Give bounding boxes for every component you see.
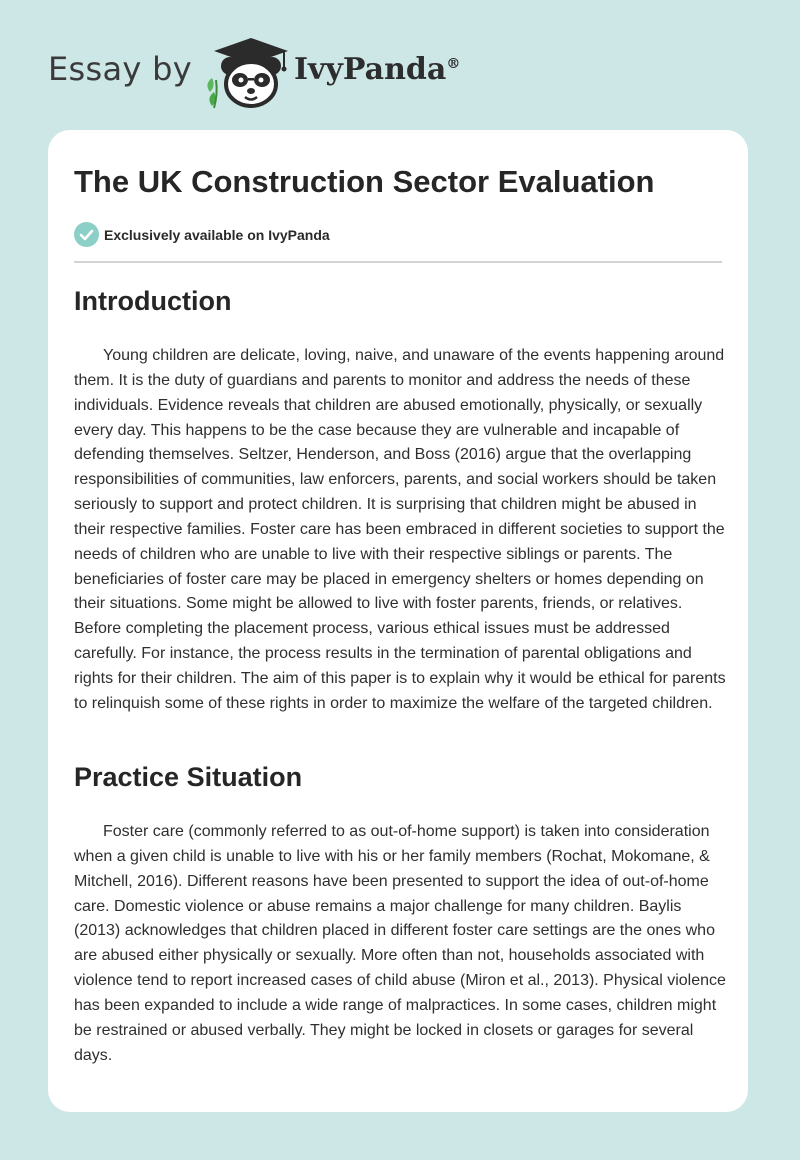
essay-card xyxy=(48,130,748,1112)
section-heading-practice-situation: Practice Situation xyxy=(74,762,303,792)
brand-name[interactable] xyxy=(294,52,460,87)
panda-logo-icon[interactable] xyxy=(200,34,294,110)
registered-mark: ® xyxy=(446,56,461,72)
section-paragraph-practice-situation: Foster care (commonly referred to as out-of-home support) is taken into consideration when a given child is unable to live with his or her family members (Rochat, Mokomane, & Mitchell, 2016). Different reasons have been presented to support the idea of out-of-home care. Domestic violence or abuse remains a major challenge for many children. Baylis (2013) acknowledges that children placed in different foster care settings are the ones who are abused either physically or sexually. More often than not, households associated with violence tend to report increased cases of child abuse (Miron et al., 2013). Physical violence has been expanded to include a wide range of malpractices. In some cases, children might be restrained or abused verbally. They might be locked in closets or garages for several days. xyxy=(74,823,726,1064)
brand-name-text: IvyPanda xyxy=(294,52,447,87)
essay-by-label: Essay by xyxy=(48,50,192,88)
site-header xyxy=(0,0,800,120)
section-paragraph-introduction: Young children are delicate, loving, naive, and unaware of the events happening around them. It is the duty of guardians and parents to monitor and address the needs of these individuals. Evidence reveals that children are abused emotionally, physically, or sexually every day. This happens to be the case because they are vulnerable and incapable of defending themselves. Seltzer, Henderson, and Boss (2016) argue that the overlapping responsibilities of communities, law enforcers, parents, and social workers should be taken seriously to support and protect children. It is surprising that children might be abused in their respective families. Foster care has been embraced in different societies to support the needs of children who are unable to live with their respective siblings or parents. The beneficiaries of foster care may be placed in emergency shelters or homes depending on their situations. Some might be allowed to live with foster parents, friends, or relatives. Before completing the placement process, various ethical issues must be addressed carefully. For instance, the process results in the termination of parental obligations and rights for their children. The aim of this paper is to explain why it would be ethical for parents to relinquish some of these rights in order to maximize the welfare of the targeted children. xyxy=(74,347,726,712)
checkmark-badge-icon xyxy=(74,222,99,247)
section-heading-introduction: Introduction xyxy=(74,286,232,316)
exclusive-badge-text: Exclusively available on IvyPanda xyxy=(104,226,330,243)
exclusive-badge xyxy=(74,222,330,247)
page-title: The UK Construction Sector Evaluation xyxy=(74,164,655,199)
title-divider xyxy=(74,261,722,263)
